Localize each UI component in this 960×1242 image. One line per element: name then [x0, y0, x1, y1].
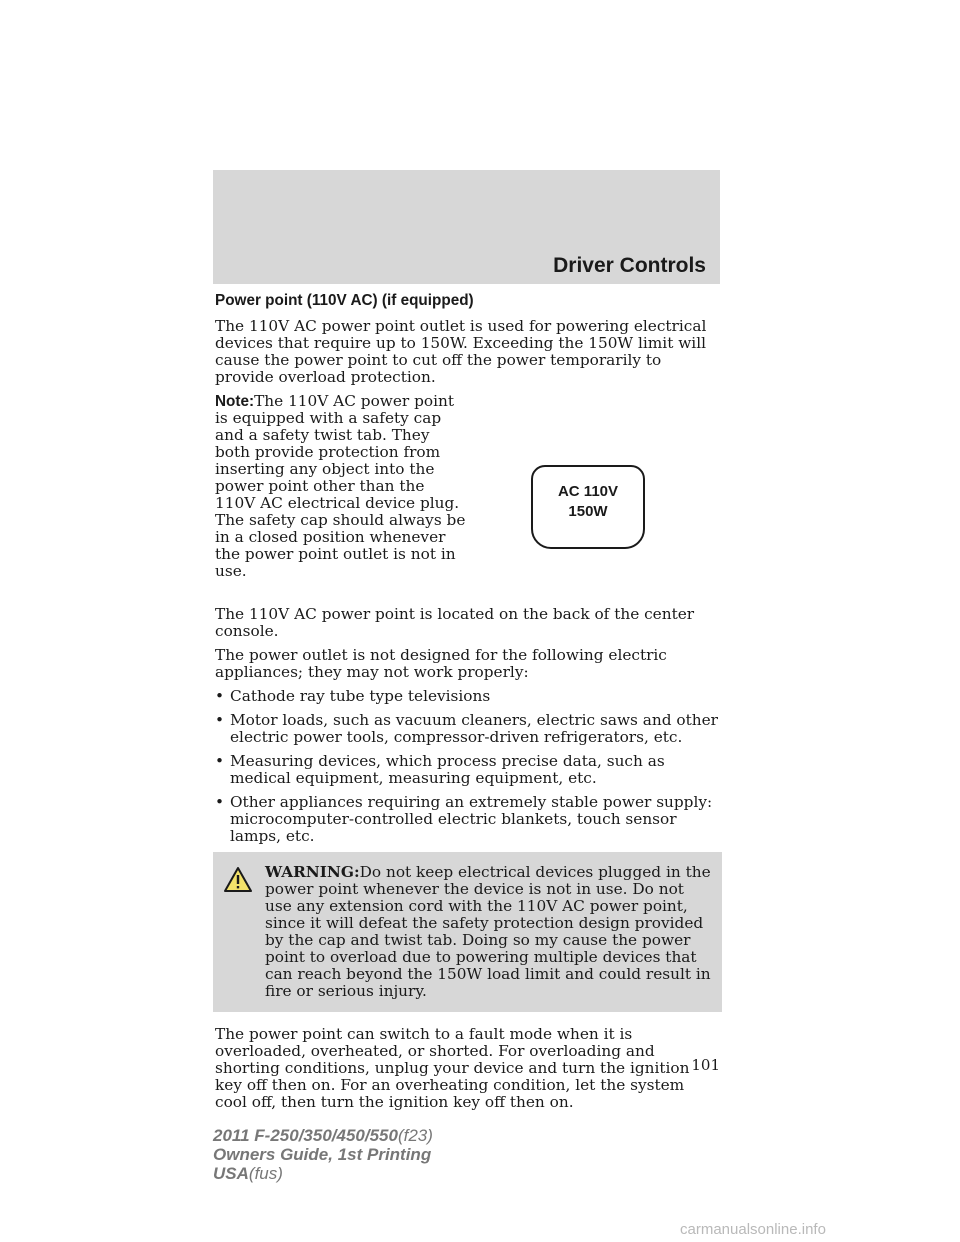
- list-item-text: Measuring devices, which process precise data, such as medical equipment, measuring equipment, etc.: [230, 752, 665, 787]
- intro-paragraph: The 110V AC power point outlet is used for powering electrical devices that require up to 150W. Exceeding the 150W limit will cause the power point to cut off the power temporarily to provide overload protection.: [215, 317, 707, 386]
- footer-model: 2011 F-250/350/450/550: [213, 1126, 398, 1145]
- section-header-band: [213, 170, 720, 284]
- location-paragraph: The 110V AC power point is located on the back of the center console.: [215, 605, 695, 640]
- footer-model-line: [213, 1126, 433, 1145]
- outlet-voltage-label: AC 110V: [557, 483, 619, 500]
- bullet-icon: •: [215, 752, 225, 770]
- list-item-text: Motor loads, such as vacuum cleaners, electric saws and other electric power tools, compressor-driven refrigerators, etc.: [230, 711, 718, 746]
- bullet-icon: •: [215, 687, 225, 705]
- list-item: [215, 688, 720, 705]
- footer-market-code: (fus): [248, 1164, 283, 1183]
- footer-market: USA: [213, 1164, 249, 1183]
- list-item: [215, 712, 720, 746]
- note-text: The 110V AC power point is equipped with a safety cap and a safety twist tab. They both provide protection from inserting any object into the power point other than the 110V AC electrical device plug. The safety cap should always be in a closed position whenever the power point outlet is not in use.: [215, 392, 466, 580]
- warning-text: Do not keep electrical devices plugged in the power point whenever the device is not in use. Do not use any extension cord with the 110V AC power point, since it will defeat the safety protection design provided by the cap and twist tab. Doing so my cause the power point to overload due to powering multiple devices that can reach beyond the 150W load limit and could result in fire or serious injury.: [265, 863, 711, 1000]
- note-block: [215, 393, 720, 599]
- page-content: [215, 292, 720, 1118]
- list-item-text: Cathode ray tube type televisions: [230, 687, 491, 705]
- list-item: [215, 753, 720, 787]
- section-heading: Power point (110V AC) (if equipped): [215, 292, 474, 309]
- warning-triangle-icon: [223, 866, 253, 893]
- document-footer: [213, 1126, 433, 1183]
- bullet-icon: •: [215, 793, 225, 811]
- warning-paragraph: [215, 864, 714, 1000]
- note-paragraph: [215, 393, 467, 580]
- list-item: [215, 794, 720, 845]
- site-watermark: carmanualsonline.info: [680, 1221, 826, 1238]
- list-item-text: Other appliances requiring an extremely stable power supply: microcomputer-controlled electric blankets, touch sensor lamps, etc.: [230, 793, 713, 845]
- page-number: 101: [691, 1056, 720, 1074]
- appliance-list: [215, 688, 720, 845]
- outlet-wattage-label: 150W: [568, 503, 608, 520]
- fault-mode-paragraph: The power point can switch to a fault mode when it is overloaded, overheated, or shorted. For overloading and shorting conditions, unplug your device and turn the ignition key off then on. For an overheating condition, let the system cool off, then turn the ignition key off then on.: [215, 1025, 690, 1111]
- footer-market-line: [213, 1164, 433, 1183]
- note-label: Note:: [215, 393, 255, 410]
- list-intro-paragraph: The power outlet is not designed for the following electric appliances; they may not work properly:: [215, 646, 667, 681]
- power-outlet-illustration: [531, 465, 651, 555]
- bullet-icon: •: [215, 711, 225, 729]
- warning-box: [213, 852, 722, 1012]
- footer-guide-line: Owners Guide, 1st Printing: [213, 1145, 432, 1164]
- footer-model-code: (f23): [397, 1126, 433, 1145]
- warning-label: WARNING:: [265, 863, 360, 881]
- section-title: Driver Controls: [553, 254, 706, 277]
